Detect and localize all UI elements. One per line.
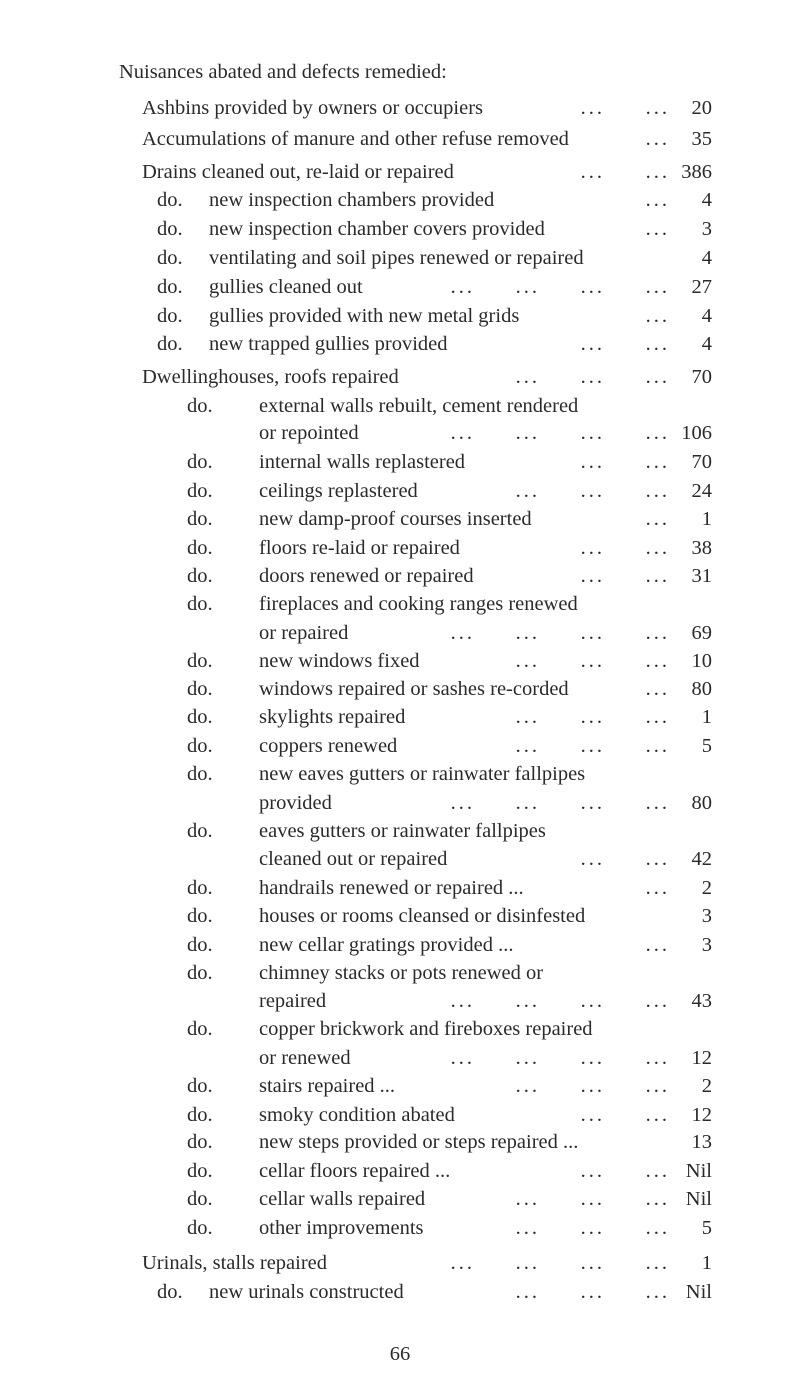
item-label: new windows fixed	[259, 650, 420, 672]
ditto-prefix: do.	[187, 820, 213, 842]
item-count: 80	[691, 678, 712, 700]
item-count: Nil	[685, 1188, 712, 1210]
item-count: 5	[701, 735, 712, 757]
list-item	[0, 1073, 800, 1100]
item-count: 69	[691, 622, 712, 644]
ditto-prefix: do.	[157, 247, 183, 269]
list-item	[0, 1279, 800, 1306]
item-label: ventilating and soil pipes renewed or repaired	[209, 247, 584, 269]
item-label: smoky condition abated	[259, 1104, 455, 1126]
leader-dots: ... ... ...	[515, 650, 670, 672]
leader-dots: ... ... ...	[515, 366, 670, 388]
list-item	[0, 1045, 800, 1072]
item-label: cellar floors repaired ...	[259, 1160, 451, 1182]
item-count: 13	[691, 1131, 712, 1153]
ditto-prefix: do.	[157, 333, 183, 355]
ditto-prefix: do.	[187, 537, 213, 559]
ditto-prefix: do.	[187, 1075, 213, 1097]
ditto-prefix: do.	[157, 305, 183, 327]
ditto-prefix: do.	[157, 276, 183, 298]
item-label: Urinals, stalls repaired	[142, 1252, 328, 1274]
ditto-prefix: do.	[187, 905, 213, 927]
list-item	[0, 932, 800, 959]
ditto-prefix: do.	[187, 877, 213, 899]
list-item	[0, 818, 800, 845]
item-label: repaired	[259, 990, 327, 1012]
list-item	[0, 126, 800, 153]
item-count: 1	[701, 1252, 712, 1274]
item-count: 27	[691, 276, 712, 298]
leader-dots: ...	[645, 189, 670, 211]
list-item	[0, 988, 800, 1015]
list-item	[0, 506, 800, 533]
leader-dots: ... ... ... ...	[450, 990, 670, 1012]
item-count: 2	[701, 1075, 712, 1097]
item-label: chimney stacks or pots renewed or	[259, 962, 544, 984]
list-item	[0, 95, 800, 122]
ditto-prefix: do.	[187, 1217, 213, 1239]
list-item	[0, 761, 800, 788]
leader-dots: ... ... ... ...	[450, 622, 670, 644]
list-item	[0, 331, 800, 358]
item-label: new cellar gratings provided ...	[259, 934, 514, 956]
item-label: ceilings replastered	[259, 480, 418, 502]
item-label: Ashbins provided by owners or occupiers	[142, 97, 484, 119]
item-count: 80	[691, 792, 712, 814]
ditto-prefix: do.	[187, 678, 213, 700]
item-label: cellar walls repaired	[259, 1188, 426, 1210]
ditto-prefix: do.	[187, 1160, 213, 1182]
item-count: 4	[701, 189, 712, 211]
list-item	[0, 393, 800, 420]
list-item	[0, 875, 800, 902]
leader-dots: ...	[645, 128, 670, 150]
item-count: 70	[691, 366, 712, 388]
item-label: stairs repaired ...	[259, 1075, 396, 1097]
leader-dots: ...	[645, 218, 670, 240]
leader-dots: ... ...	[580, 97, 670, 119]
item-label: new inspection chamber covers provided	[209, 218, 545, 240]
list-item	[0, 676, 800, 703]
list-item	[0, 733, 800, 760]
item-count: 35	[691, 128, 712, 150]
list-item	[0, 1102, 800, 1129]
list-item	[0, 1250, 800, 1277]
item-count: 20	[691, 97, 712, 119]
list-item	[0, 449, 800, 476]
list-item	[0, 648, 800, 675]
item-count: 38	[691, 537, 712, 559]
item-label: Accumulations of manure and other refuse removed	[142, 128, 569, 150]
item-label: doors renewed or repaired	[259, 565, 474, 587]
ditto-prefix: do.	[187, 934, 213, 956]
leader-dots: ...	[645, 305, 670, 327]
item-count: 10	[691, 650, 712, 672]
leader-dots: ... ... ...	[515, 1075, 670, 1097]
item-count: 1	[701, 706, 712, 728]
ditto-prefix: do.	[187, 1188, 213, 1210]
list-item	[0, 903, 800, 930]
item-label: gullies cleaned out	[209, 276, 363, 298]
leader-dots: ... ... ... ...	[450, 276, 670, 298]
item-count: 70	[691, 451, 712, 473]
ditto-prefix: do.	[187, 1104, 213, 1126]
item-count: 3	[701, 934, 712, 956]
item-count: 42	[691, 848, 712, 870]
item-label: Dwellinghouses, roofs repaired	[142, 366, 399, 388]
ditto-prefix: do.	[187, 962, 213, 984]
list-item	[0, 478, 800, 505]
item-label: or renewed	[259, 1047, 351, 1069]
leader-dots: ... ... ...	[515, 706, 670, 728]
ditto-prefix: do.	[157, 218, 183, 240]
leader-dots: ... ...	[580, 537, 670, 559]
item-count: 106	[681, 422, 712, 444]
leader-dots: ...	[645, 877, 670, 899]
leader-dots: ... ... ...	[515, 735, 670, 757]
list-item	[0, 1016, 800, 1043]
list-item	[0, 535, 800, 562]
leader-dots: ... ... ...	[515, 1188, 670, 1210]
item-label: new damp-proof courses inserted	[259, 508, 532, 530]
leader-dots: ... ...	[580, 333, 670, 355]
list-item	[0, 1129, 800, 1156]
ditto-prefix: do.	[187, 451, 213, 473]
item-count: 31	[691, 565, 712, 587]
leader-dots: ... ...	[580, 161, 670, 183]
item-label: internal walls replastered	[259, 451, 466, 473]
list-item	[0, 1215, 800, 1242]
list-item	[0, 960, 800, 987]
list-item	[0, 420, 800, 447]
list-item	[0, 790, 800, 817]
item-label: skylights repaired	[259, 706, 406, 728]
item-count: Nil	[685, 1281, 712, 1303]
ditto-prefix: do.	[187, 1131, 213, 1153]
item-count: 1	[701, 508, 712, 530]
item-label: new urinals constructed	[209, 1281, 404, 1303]
item-label: floors re-laid or repaired	[259, 537, 460, 559]
list-item	[0, 1158, 800, 1185]
item-label: or repaired	[259, 622, 349, 644]
leader-dots: ... ... ... ...	[450, 1047, 670, 1069]
leader-dots: ...	[645, 934, 670, 956]
list-item	[0, 1186, 800, 1213]
ditto-prefix: do.	[187, 1018, 213, 1040]
item-count: Nil	[685, 1160, 712, 1182]
list-item	[0, 303, 800, 330]
item-label: houses or rooms cleansed or disinfested	[259, 905, 586, 927]
item-label: windows repaired or sashes re-corded	[259, 678, 569, 700]
list-item	[0, 846, 800, 873]
item-count: 12	[691, 1104, 712, 1126]
item-label: handrails renewed or repaired ...	[259, 877, 524, 899]
ditto-prefix: do.	[157, 1281, 183, 1303]
ditto-prefix: do.	[187, 395, 213, 417]
item-label: new eaves gutters or rainwater fallpipes	[259, 763, 586, 785]
item-count: 24	[691, 480, 712, 502]
ditto-prefix: do.	[187, 480, 213, 502]
item-count: 386	[681, 161, 712, 183]
ditto-prefix: do.	[157, 189, 183, 211]
item-count: 5	[701, 1217, 712, 1239]
item-count: 4	[701, 333, 712, 355]
list-item	[0, 591, 800, 618]
leader-dots: ... ...	[580, 848, 670, 870]
list-item	[0, 245, 800, 272]
item-count: 2	[701, 877, 712, 899]
item-label: copper brickwork and fireboxes repaired	[259, 1018, 593, 1040]
item-count: 12	[691, 1047, 712, 1069]
ditto-prefix: do.	[187, 650, 213, 672]
leader-dots: ... ... ... ...	[450, 422, 670, 444]
leader-dots: ... ...	[580, 565, 670, 587]
leader-dots: ... ... ...	[515, 1217, 670, 1239]
leader-dots: ...	[645, 508, 670, 530]
ditto-prefix: do.	[187, 508, 213, 530]
ditto-prefix: do.	[187, 593, 213, 615]
list-item	[0, 364, 800, 391]
item-label: new inspection chambers provided	[209, 189, 495, 211]
section-heading: Nuisances abated and defects remedied:	[119, 61, 447, 83]
leader-dots: ...	[645, 678, 670, 700]
list-item	[0, 563, 800, 590]
item-label: new steps provided or steps repaired ...	[259, 1131, 579, 1153]
item-label: Drains cleaned out, re-laid or repaired	[142, 161, 454, 183]
page-number: 66	[389, 1343, 411, 1365]
list-item	[0, 187, 800, 214]
item-label: gullies provided with new metal grids	[209, 305, 520, 327]
ditto-prefix: do.	[187, 763, 213, 785]
leader-dots: ... ... ...	[515, 1281, 670, 1303]
leader-dots: ... ...	[580, 1160, 670, 1182]
ditto-prefix: do.	[187, 706, 213, 728]
list-item	[0, 620, 800, 647]
ditto-prefix: do.	[187, 735, 213, 757]
leader-dots: ... ...	[580, 451, 670, 473]
item-label: coppers renewed	[259, 735, 398, 757]
item-label: cleaned out or repaired	[259, 848, 448, 870]
leader-dots: ... ... ... ...	[450, 1252, 670, 1274]
item-count: 4	[701, 305, 712, 327]
leader-dots: ... ...	[580, 1104, 670, 1126]
item-label: eaves gutters or rainwater fallpipes	[259, 820, 546, 842]
leader-dots: ... ... ... ...	[450, 792, 670, 814]
item-label: new trapped gullies provided	[209, 333, 448, 355]
ditto-prefix: do.	[187, 565, 213, 587]
item-count: 3	[701, 905, 712, 927]
list-item	[0, 159, 800, 186]
list-item	[0, 216, 800, 243]
list-item	[0, 704, 800, 731]
leader-dots: ... ... ...	[515, 480, 670, 502]
item-label: other improvements	[259, 1217, 424, 1239]
item-label: fireplaces and cooking ranges renewed	[259, 593, 578, 615]
item-label: provided	[259, 792, 332, 814]
item-label: external walls rebuilt, cement rendered	[259, 395, 579, 417]
item-count: 4	[701, 247, 712, 269]
item-label: or repointed	[259, 422, 359, 444]
item-count: 3	[701, 218, 712, 240]
item-count: 43	[691, 990, 712, 1012]
list-item	[0, 274, 800, 301]
